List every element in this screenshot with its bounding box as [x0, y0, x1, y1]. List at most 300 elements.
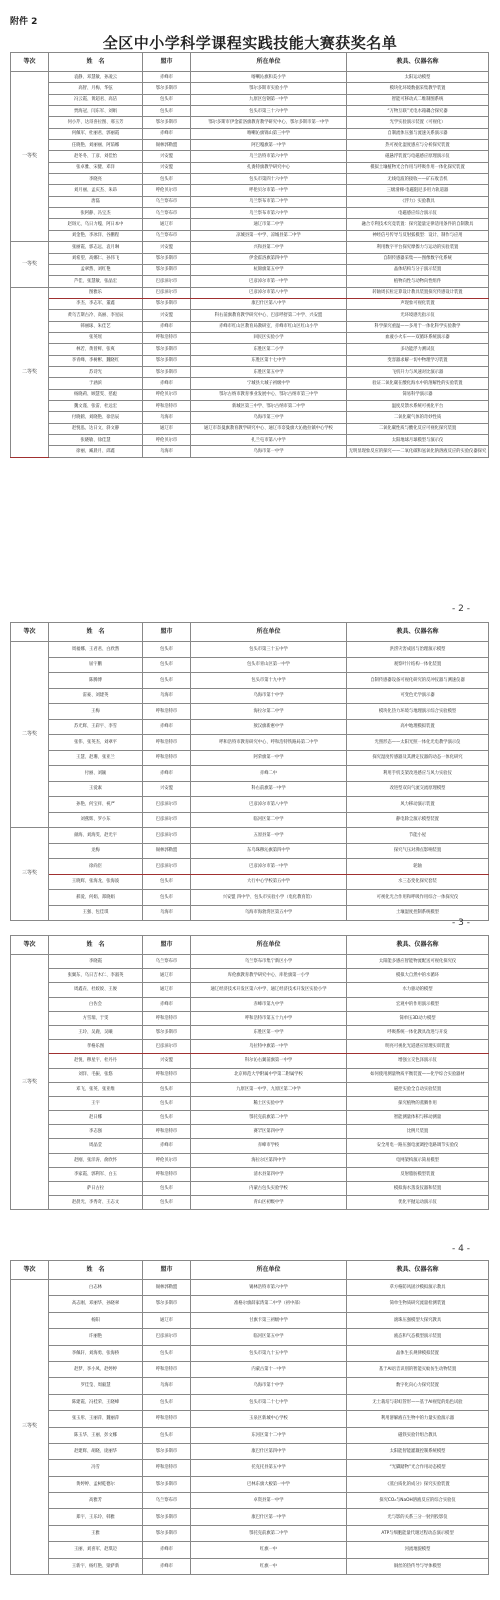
attachment-label: 附件 2 — [10, 17, 38, 27]
teaching-aid-cell: 智能可移动式二维制图系统 — [347, 94, 489, 105]
table-row — [11, 828, 489, 844]
league-city-cell: 锡林郭勒盟 — [143, 843, 191, 859]
table-row — [11, 1443, 489, 1459]
school-unit-cell: 包头市第三十六中学 — [191, 106, 347, 117]
school-unit-cell: 红旗一中 — [191, 1542, 347, 1558]
school-unit-cell: 五原县第一中学 — [191, 828, 347, 844]
school-unit-cell: 库伦旗教育教学研究中心、库伦旗第一小学 — [191, 969, 347, 983]
league-city-cell: 巴彦淖尔市 — [143, 812, 191, 828]
winner-names-cell: 于涵滨 — [49, 378, 143, 389]
table-row — [11, 1558, 489, 1574]
winner-names-cell: 付丽、刘颖 — [49, 766, 143, 782]
school-unit-cell: 科右前旗教育教学研究中心、巴彦呼舒第二中学、兴安盟 — [191, 310, 347, 321]
winner-names-cell: 李杰、李志军、董鑫 — [49, 298, 143, 309]
league-city-cell: 包头市 — [143, 1196, 191, 1210]
table-row — [11, 1139, 489, 1153]
school-unit-cell: 临河区第五中学 — [191, 1329, 347, 1345]
teaching-aid-cell: 电网架构演示简易模型 — [347, 1153, 489, 1167]
table-row — [11, 423, 489, 434]
school-unit-cell: 康巴什区第一中学 — [191, 1509, 347, 1525]
league-city-cell: 兴安盟 — [143, 310, 191, 321]
winner-names-cell: 屈宇鹏 — [49, 657, 143, 673]
table-row — [11, 117, 489, 128]
winner-names-cell: 许丽艳 — [49, 1329, 143, 1345]
winner-names-cell: 张玉彤、王丽萍、魏丽萍 — [49, 1411, 143, 1427]
winner-names-cell: 王雅 — [49, 1525, 143, 1541]
winner-names-cell: 王新宇、杨红艳、梁萨新 — [49, 1558, 143, 1574]
teaching-aid-cell: 草方格防风固沙模拟演示教具 — [347, 1280, 489, 1296]
table-row — [11, 657, 489, 673]
winner-names-cell: 高雅芳 — [49, 1493, 143, 1509]
winner-names-cell: 赵日娜 — [49, 1111, 143, 1125]
school-unit-cell: 清水县第四中学 — [191, 1167, 347, 1181]
teaching-aid-cell: 光学实验演示装置（可视化） — [347, 117, 489, 128]
league-city-cell: 兴安盟 — [143, 781, 191, 797]
school-unit-cell: 包头市第九十五中学 — [191, 1345, 347, 1361]
table-row — [11, 400, 489, 411]
league-city-cell: 鄂尔多斯市 — [143, 1296, 191, 1312]
school-unit-cell: 阿巴嘎旗第一中学 — [191, 140, 347, 151]
league-city-cell: 包头市 — [143, 874, 191, 890]
school-unit-cell: 喀喇沁旗和美小学 — [191, 72, 347, 83]
league-city-cell: 包头市 — [143, 94, 191, 105]
league-city-cell: 赤峰市 — [143, 1558, 191, 1574]
school-unit-cell: 北京师范大学附属中学第二附属学校 — [191, 1068, 347, 1082]
league-city-cell: 呼和浩特市 — [143, 1361, 191, 1377]
winner-names-cell: 黄乌吉斯古冷、高丽、李星辰 — [49, 310, 143, 321]
teaching-aid-cell: 三级滑梯·电磁阻尼多用力轨道器 — [347, 185, 489, 196]
teaching-aid-cell: 河流地貌模型 — [347, 1542, 489, 1558]
teaching-aid-cell: 铜丝的热传导与导体模型 — [347, 1558, 489, 1574]
teaching-aid-cell: 晶体生长规律模拟装置 — [347, 1345, 489, 1361]
school-unit-cell: 玉泉区新城中心学校 — [191, 1411, 347, 1427]
league-city-cell: 鄂尔多斯市 — [143, 264, 191, 275]
table-row — [11, 1153, 489, 1167]
winner-names-cell: 贾海冠、闫东军、刘娟 — [49, 106, 143, 117]
award-table — [10, 52, 489, 458]
league-city-cell: 包头市 — [143, 174, 191, 185]
table-row — [11, 366, 489, 377]
table-row — [11, 196, 489, 207]
league-city-cell: 通辽市 — [143, 969, 191, 983]
winner-names-cell: 周福娜、王君君、白欣然 — [49, 642, 143, 658]
column-header: 教具、仪器名称 — [347, 1261, 489, 1280]
league-city-cell: 呼和浩特市 — [143, 750, 191, 766]
teaching-aid-cell: 利用手机支架改进感应与风力实验仪 — [347, 766, 489, 782]
league-city-cell: 呼和浩特市 — [143, 1460, 191, 1476]
column-header: 所在单位 — [191, 936, 347, 955]
table-row — [11, 412, 489, 423]
school-unit-cell: 甘旗卡第三初级中学 — [191, 1312, 347, 1328]
document-title: 全区中小学科学课程实践技能大赛获奖名单 — [102, 34, 398, 52]
table-row — [11, 1378, 489, 1394]
table-row — [11, 1542, 489, 1558]
teaching-aid-cell: 探究气压对沸点影响装置 — [347, 843, 489, 859]
table-row — [11, 1167, 489, 1181]
school-unit-cell: 新城区第三中学、鄂尔古纳市第二中学 — [191, 400, 347, 411]
award-rank-cell: 二等奖 — [11, 287, 49, 457]
school-unit-cell: 九原区包钢第一中学 — [191, 94, 347, 105]
winner-names-cell: 刘希望、高娜仁、孙伟飞 — [49, 253, 143, 264]
winner-names-cell: 张翼东、乌日吉木仁、李淑英 — [49, 969, 143, 983]
teaching-aid-cell: 轮轴 — [347, 859, 489, 875]
page-number: - 4 - — [452, 1244, 470, 1254]
winner-names-cell: 赵悦、穆星宇、杜丹丹 — [49, 1054, 143, 1068]
winner-names-cell: 颜海、刘海雯、赵光宇 — [49, 828, 143, 844]
winner-names-cell: 黄婷婷、孟树乾德尔 — [49, 1476, 143, 1492]
league-city-cell: 鄂尔多斯市 — [143, 1443, 191, 1459]
winner-names-cell: 张卓雅、宋健、邓洋 — [49, 162, 143, 173]
league-city-cell: 通辽市 — [143, 219, 191, 230]
league-city-cell: 呼伦贝尔市 — [143, 185, 191, 196]
table-row — [11, 140, 489, 151]
league-city-cell: 包头市 — [143, 1345, 191, 1361]
award-rank-cell: 一等奖 — [11, 242, 49, 287]
table-row — [11, 1082, 489, 1096]
teaching-aid-cell: 二氧化碳性质与酸化反应可视化探究装置 — [347, 423, 489, 434]
school-unit-cell: 大行中心学校第五中学 — [191, 874, 347, 890]
teaching-aid-cell: 滚珠压强模型大探究教具 — [347, 1312, 489, 1328]
table-row — [11, 1476, 489, 1492]
winner-names-cell: 郑宇、王乐玲、韩雅 — [49, 1509, 143, 1525]
teaching-aid-cell: 利用溶解液在生物中的力量实验演示器 — [347, 1411, 489, 1427]
winner-names-cell: 袁静、邓慧敏、孙凌云 — [49, 72, 143, 83]
school-unit-cell: 康巴什区第八中学 — [191, 298, 347, 309]
table-row — [11, 1040, 489, 1054]
table-header-row — [11, 623, 489, 642]
league-city-cell: 赤峰市 — [143, 1542, 191, 1558]
teaching-aid-cell: 可视化光合作用和呼吸作用综合一体探究仪 — [347, 890, 489, 906]
league-city-cell: 包头市 — [143, 642, 191, 658]
teaching-aid-cell: 科学探究重温——多用于一体化科学实验教学 — [347, 321, 489, 332]
teaching-aid-cell: 利用数字平台探究摩擦力与运动的实验装置 — [347, 242, 489, 253]
table-row — [11, 1411, 489, 1427]
table-row — [11, 1361, 489, 1377]
table-row — [11, 1509, 489, 1525]
teaching-aid-cell: 改进型双向气流交流原理模型 — [347, 781, 489, 797]
table-row — [11, 276, 489, 287]
table-row — [11, 1329, 489, 1345]
table-row — [11, 128, 489, 139]
winner-names-cell: 张英瑶 — [49, 332, 143, 343]
teaching-aid-cell: 温度反馈水系统可视化平台 — [347, 400, 489, 411]
column-header: 盟市 — [143, 623, 191, 642]
school-unit-cell: 赛罕区第四中学 — [191, 1125, 347, 1139]
league-city-cell: 乌海市 — [143, 412, 191, 423]
school-unit-cell: 巴彦淖尔市第八中学 — [191, 797, 347, 813]
winner-names-cell: 王晓辉、张海龙、张海波 — [49, 874, 143, 890]
table-row — [11, 321, 489, 332]
table-row — [11, 874, 489, 890]
league-city-cell: 巴彦淖尔市 — [143, 828, 191, 844]
winner-names-cell: 赵冬冬、丁彦、刘佳怡 — [49, 151, 143, 162]
table-row — [11, 955, 489, 969]
winner-names-cell: 龙梅 — [49, 843, 143, 859]
winner-names-cell: 刘洋、毛振、张悠 — [49, 1068, 143, 1082]
league-city-cell: 乌海市 — [143, 688, 191, 704]
winner-names-cell: 王宇 — [49, 1096, 143, 1110]
league-city-cell: 鄂尔多斯市 — [143, 344, 191, 355]
table-row — [11, 797, 489, 813]
table-row — [11, 83, 489, 94]
school-unit-cell: 乌海市第十中学 — [191, 1378, 347, 1394]
table-row — [11, 106, 489, 117]
league-city-cell: 包头市 — [143, 106, 191, 117]
table-row — [11, 688, 489, 704]
school-unit-cell: 巴彦淖尔市第一中学 — [191, 859, 347, 875]
teaching-aid-cell: 晶体结构与分子演示装置 — [347, 264, 489, 275]
league-city-cell: 巴彦淖尔市 — [143, 1329, 191, 1345]
league-city-cell: 鄂尔多斯市 — [143, 366, 191, 377]
winner-names-cell: 李青峰、李树彬、魏晓红 — [49, 355, 143, 366]
teaching-aid-cell: 变容器求解一切中物理学习装置 — [347, 355, 489, 366]
table-row — [11, 1394, 489, 1410]
teaching-aid-cell: 飞机升力与风速对比演示器 — [347, 366, 489, 377]
award-table — [10, 935, 489, 1210]
table-row — [11, 378, 489, 389]
table-row — [11, 843, 489, 859]
column-header: 教具、仪器名称 — [347, 53, 489, 72]
league-city-cell: 呼和浩特市 — [143, 400, 191, 411]
table-row — [11, 355, 489, 366]
teaching-aid-cell: 数字化向心力探究装置 — [347, 1378, 489, 1394]
teaching-aid-cell: 验证二氧化碳在酸化海水中的溶解性的实验装置 — [347, 378, 489, 389]
school-unit-cell: 呼伦贝尔市第一中学 — [191, 185, 347, 196]
winner-names-cell: 陈腾博 — [49, 673, 143, 689]
league-city-cell: 乌兰察布市 — [143, 955, 191, 969]
winner-names-cell: 张晓敏、徐佳慧 — [49, 435, 143, 446]
teaching-aid-cell: 二氧化碳气体的奇妙性质 — [347, 412, 489, 423]
league-city-cell: 包头市 — [143, 657, 191, 673]
school-unit-cell: 红旗一中 — [191, 1558, 347, 1574]
winner-names-cell: 王强、包佳琪 — [49, 905, 143, 921]
teaching-aid-cell: 磁控实验全自动实验装置 — [347, 1082, 489, 1096]
school-unit-cell: 伊金霍洛旗第四中学 — [191, 253, 347, 264]
teaching-aid-cell: 无明显现象反应的探究——二氧化碳和氢氧化钠溶液反应的实验仪器探究 — [347, 446, 489, 457]
league-city-cell: 赤峰市 — [143, 72, 191, 83]
league-city-cell: 巴彦淖尔市 — [143, 797, 191, 813]
table-row — [11, 1196, 489, 1210]
school-unit-cell: 科右前旗第一中学 — [191, 781, 347, 797]
winner-names-cell: 萨日古拉 — [49, 1182, 143, 1196]
table-row — [11, 174, 489, 185]
winner-names-cell: 唐磊 — [49, 196, 143, 207]
teaching-aid-cell: 自制流体压强与流速关系演示器 — [347, 128, 489, 139]
winner-names-cell: 魏文谨、张雷、杜远宏 — [49, 400, 143, 411]
league-city-cell: 鄂尔多斯市 — [143, 83, 191, 94]
winner-names-cell: 何佩军、杜丽君、郭丽霞 — [49, 128, 143, 139]
winner-names-cell: 韩丽琢、朱佳艺 — [49, 321, 143, 332]
league-city-cell: 呼和浩特市 — [143, 1167, 191, 1181]
winner-names-cell: 赵梦、李小凤、赵婷婷 — [49, 1361, 143, 1377]
school-unit-cell: 东胜区第五中学 — [191, 366, 347, 377]
school-unit-cell: 赤峰二中 — [191, 766, 347, 782]
teaching-aid-cell: 静电除尘演示模型装置 — [347, 812, 489, 828]
school-unit-cell: 科尔沁右翼前旗第一中学 — [191, 1054, 347, 1068]
award-rank-cell: 二等奖 — [11, 642, 49, 828]
school-unit-cell: 通辽经济技术开发区第六中学、通辽经济技术开发区实验小学 — [191, 983, 347, 997]
school-unit-cell: 东胜区第十七中学 — [191, 355, 347, 366]
award-rank-cell: 三等奖 — [11, 955, 49, 1210]
league-city-cell: 赤峰市 — [143, 766, 191, 782]
table-row — [11, 704, 489, 720]
teaching-aid-cell: 模拟大自然中的水循环 — [347, 969, 489, 983]
league-city-cell: 赤峰市 — [143, 997, 191, 1011]
league-city-cell: 乌海市 — [143, 1378, 191, 1394]
league-city-cell: 鄂尔多斯市 — [143, 1525, 191, 1541]
column-header: 等次 — [11, 623, 49, 642]
school-unit-cell: 回民区实验小学 — [191, 332, 347, 343]
award-table — [10, 622, 489, 921]
winner-names-cell: 周鑫垚、杜姣姣、王俊 — [49, 983, 143, 997]
school-unit-cell: 九原区第一中学、九原区第二中学 — [191, 1082, 347, 1096]
school-unit-cell: 卓资县第一中学 — [191, 1493, 347, 1509]
winner-names-cell: 王丽、刘喜军、赵琪迈 — [49, 1542, 143, 1558]
table-row — [11, 310, 489, 321]
winner-names-cell: 赵晨光、李秀奇、王志文 — [49, 1196, 143, 1210]
teaching-aid-cell: 光照形态——太阳光照一体化光电教学演示仪 — [347, 735, 489, 751]
teaching-aid-cell: 智能测量体积与移动测量 — [347, 1111, 489, 1125]
winner-names-cell: 芦佳、张慧敏、张晶宏 — [49, 276, 143, 287]
school-unit-cell: 兴安盟 四中学、包头市实验小学（电化教育馆） — [191, 890, 347, 906]
teaching-aid-cell: 转轴周长粒定算设计教具装置探究传感设计装置 — [347, 287, 489, 298]
school-unit-cell: 锡林浩特市第六中学 — [191, 1280, 347, 1296]
teaching-aid-cell: 电磁感应综合演示仪 — [347, 208, 489, 219]
winner-names-cell: 赵悦泓、达日文、斜文静 — [49, 423, 143, 434]
column-header: 所在单位 — [191, 623, 347, 642]
school-unit-cell: 兴和县第二中学 — [191, 242, 347, 253]
league-city-cell: 乌兰察布市 — [143, 196, 191, 207]
school-unit-cell: 呼和浩特市教育研究中心、呼和浩特铁路局第二中学 — [191, 735, 347, 751]
winner-names-cell: 图雅乐 — [49, 287, 143, 298]
school-unit-cell: 通辽市第二中学 — [191, 219, 347, 230]
teaching-aid-cell: 《蒸白质化的成分》探究实验装置 — [347, 1476, 489, 1492]
winner-names-cell: 周晶莹 — [49, 1139, 143, 1153]
teaching-aid-cell: 植物向性与动物向性组件 — [347, 276, 489, 287]
winner-names-cell: 苏诗光 — [49, 366, 143, 377]
league-city-cell: 巴彦淖尔市 — [143, 859, 191, 875]
winner-names-cell: 白志林 — [49, 1280, 143, 1296]
league-city-cell: 通辽市 — [143, 423, 191, 434]
winner-names-cell: 苏光辉、王彩宇、李雪 — [49, 719, 143, 735]
teaching-aid-cell: 宏观中的作用演示模型 — [347, 997, 489, 1011]
winner-names-cell: 何小芹、达哥喜拉图、邢玉芳 — [49, 117, 143, 128]
school-unit-cell: 阿荣旗第一中学 — [191, 750, 347, 766]
league-city-cell: 鄂尔多斯市 — [143, 1509, 191, 1525]
teaching-aid-cell: 多功能浮力测试仪 — [347, 344, 489, 355]
winner-names-cell: 冯雪 — [49, 1460, 143, 1476]
league-city-cell: 呼伦贝尔市 — [143, 1153, 191, 1167]
winner-names-cell: 王爱素 — [49, 781, 143, 797]
column-header: 等次 — [11, 53, 49, 72]
winner-names-cell: 郝爱、何娟、郑晓娟 — [49, 890, 143, 906]
league-city-cell: 兴安盟 — [143, 162, 191, 173]
column-header: 姓 名 — [49, 1261, 143, 1280]
teaching-aid-cell: 模拟土壤植物光合作用与呼吸作用一体化探究装置 — [347, 162, 489, 173]
award-rank-cell: 一等奖 — [11, 72, 49, 242]
school-unit-cell: 鄂尔古纳市教育事业发展中心、鄂尔古纳市第三中学 — [191, 389, 347, 400]
school-unit-cell: 赤峰市学校 — [191, 1139, 347, 1153]
table-row — [11, 230, 489, 241]
teaching-aid-cell: 如何使用测量物质平衡装置——化学综合实验器材 — [347, 1068, 489, 1082]
winner-names-cell: 李佩轩、刘海勇、张海桥 — [49, 1345, 143, 1361]
award-table-page — [10, 1260, 488, 1575]
school-unit-cell: 巴林东旗大板第一中学 — [191, 1476, 347, 1492]
league-city-cell: 通辽市 — [143, 983, 191, 997]
teaching-aid-cell: 风力移动演示装置 — [347, 797, 489, 813]
school-unit-cell: 乌兰察布市集宁新区小学 — [191, 955, 347, 969]
school-unit-cell: 海拉尔区第四中学 — [191, 1153, 347, 1167]
winner-names-cell: 赵斑元、乌日力嘎、阿日本中 — [49, 219, 143, 230]
award-table-page — [10, 935, 488, 1210]
teaching-aid-cell: 模块化环境数据采集教学装置 — [347, 83, 489, 94]
teaching-aid-cell: 高中地理模拟装置 — [347, 719, 489, 735]
school-unit-cell: 扎赉特旗教学研究中心 — [191, 162, 347, 173]
teaching-aid-cell: 磁悬浮装置与电磁感应原理演示仪 — [347, 151, 489, 162]
school-unit-cell: 通辽市奈曼旗教育教学研究中心、通辽市奈曼旗大沁他拉镇中心学校 — [191, 423, 347, 434]
winner-names-cell: 李家霞、郭利军、白玉 — [49, 1167, 143, 1181]
teaching-aid-cell: 增强立交色泽演示仪 — [347, 1054, 489, 1068]
column-header: 盟市 — [143, 936, 191, 955]
school-unit-cell: 乌兰浩特市第六中学 — [191, 151, 347, 162]
table-row — [11, 1182, 489, 1196]
league-city-cell: 赤峰市 — [143, 719, 191, 735]
table-row — [11, 389, 489, 400]
column-header: 姓 名 — [49, 936, 143, 955]
table-header-row — [11, 936, 489, 955]
teaching-aid-cell: 血液小火车——双循环系统演示器 — [347, 332, 489, 343]
league-city-cell: 呼伦贝尔市 — [143, 389, 191, 400]
school-unit-cell: 东乌珠穆沁旗第四中学 — [191, 843, 347, 859]
table-row — [11, 1525, 489, 1541]
winner-names-cell: 罗佳莹、周毅慧 — [49, 1378, 143, 1394]
page-number: - 2 - — [452, 604, 470, 614]
teaching-aid-cell: “万物互联”光电水箱耦合探究器 — [347, 106, 489, 117]
teaching-aid-cell: 太阳地球月球模型与演示仪 — [347, 435, 489, 446]
winner-names-cell: 冯云霞、黄超君、高洁 — [49, 94, 143, 105]
table-row — [11, 298, 489, 309]
winner-names-cell: 赵建辉、胡晓、庞丽华 — [49, 1443, 143, 1459]
school-unit-cell: 青山区初级中学 — [191, 1196, 347, 1210]
teaching-aid-cell: 水力驱动的模型 — [347, 983, 489, 997]
teaching-aid-cell: 水三态变化探究套装 — [347, 874, 489, 890]
winner-names-cell: 付晓鹤、刘晓艳、徐浩辰 — [49, 412, 143, 423]
league-city-cell: 鄂尔多斯市 — [143, 1476, 191, 1492]
table-row — [11, 905, 489, 921]
teaching-aid-cell: 可变色光学演示器 — [347, 688, 489, 704]
school-unit-cell: 乌兰察布市第六中学 — [191, 208, 347, 219]
table-row — [11, 969, 489, 983]
winner-names-cell: 李晓亮 — [49, 174, 143, 185]
school-unit-cell: 鄂尔多斯市实验小学 — [191, 83, 347, 94]
column-header: 所在单位 — [191, 1261, 347, 1280]
teaching-aid-cell: “光脚踏物”光合作用动态模型 — [347, 1460, 489, 1476]
winner-names-cell: 徐尚臣 — [49, 859, 143, 875]
winner-names-cell: 白佐会 — [49, 997, 143, 1011]
school-unit-cell: 鄂托克前旗第二中学 — [191, 1111, 347, 1125]
teaching-aid-cell: 太阳能多感应智能物流配送可视化探究仪 — [347, 955, 489, 969]
school-unit-cell: 东胜区第二小学 — [191, 344, 347, 355]
table-row — [11, 1345, 489, 1361]
school-unit-cell: 凉城县第一中学、凉城县第二中学 — [191, 230, 347, 241]
league-city-cell: 巴彦淖尔市 — [143, 287, 191, 298]
winner-names-cell: 徐丽、臧晨月、邱鑫 — [49, 446, 143, 457]
table-row — [11, 253, 489, 264]
teaching-aid-cell: 简单压3D动力模型 — [347, 1011, 489, 1025]
teaching-aid-cell: 基于AI语音识别的智能灭蚊仿生动物装置 — [347, 1361, 489, 1377]
teaching-aid-cell: 简易科学演示器 — [347, 389, 489, 400]
teaching-aid-cell: 土壤湿度控制系统模型 — [347, 905, 489, 921]
